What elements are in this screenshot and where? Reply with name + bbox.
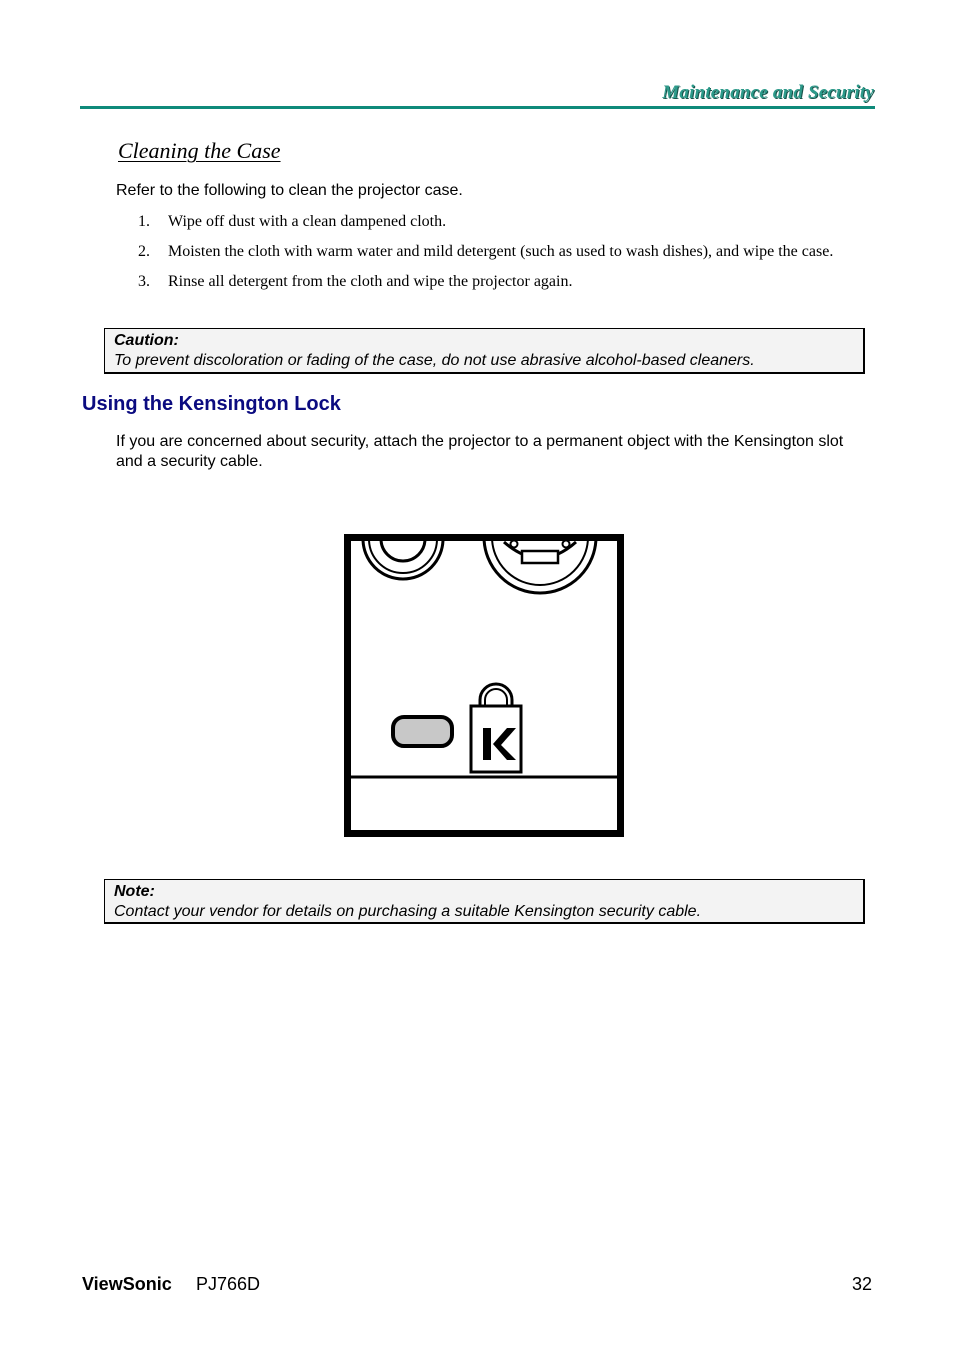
- note-box: [104, 879, 865, 924]
- caution-text: To prevent discoloration or fading of the case, do not use abrasive alcohol-based cleaners.: [114, 352, 755, 369]
- page-number: 32: [851, 1274, 872, 1294]
- caution-box: [104, 328, 865, 374]
- cleaning-title: Cleaning the Case: [118, 138, 281, 163]
- kensington-slot-icon: [393, 717, 452, 746]
- footer-brand: ViewSonic: [82, 1274, 172, 1294]
- footer-model: PJ766D: [196, 1274, 261, 1294]
- kensington-title: Using the Kensington Lock: [82, 393, 341, 415]
- caution-label: Caution:: [114, 332, 179, 349]
- section-header: Maintenance and Security: [662, 82, 874, 103]
- step-text: Moisten the cloth with warm water and mild detergent (such as used to wash dishes), and wipe the case.: [168, 243, 834, 260]
- list-item: [138, 242, 868, 262]
- panel-frame: [348, 538, 621, 834]
- step-text: Wipe off dust with a clean dampened cloth.: [168, 213, 447, 230]
- list-item: [138, 212, 868, 232]
- kensington-paragraph: If you are concerned about security, attach the projector to a permanent object with the Kensington slot and a security cable.: [116, 433, 844, 470]
- cleaning-steps: [138, 212, 868, 302]
- step-number: 2.: [138, 243, 150, 260]
- step-number: 3.: [138, 273, 150, 290]
- step-number: 1.: [138, 213, 150, 230]
- note-label: Note:: [114, 883, 155, 900]
- list-item: [138, 272, 868, 292]
- kensington-figure: [344, 534, 624, 837]
- note-text: Contact your vendor for details on purchasing a suitable Kensington security cable.: [114, 903, 702, 920]
- header-rule: [80, 106, 875, 109]
- step-text: Rinse all detergent from the cloth and wipe the projector again.: [168, 273, 573, 290]
- cleaning-intro: Refer to the following to clean the projector case.: [116, 182, 463, 199]
